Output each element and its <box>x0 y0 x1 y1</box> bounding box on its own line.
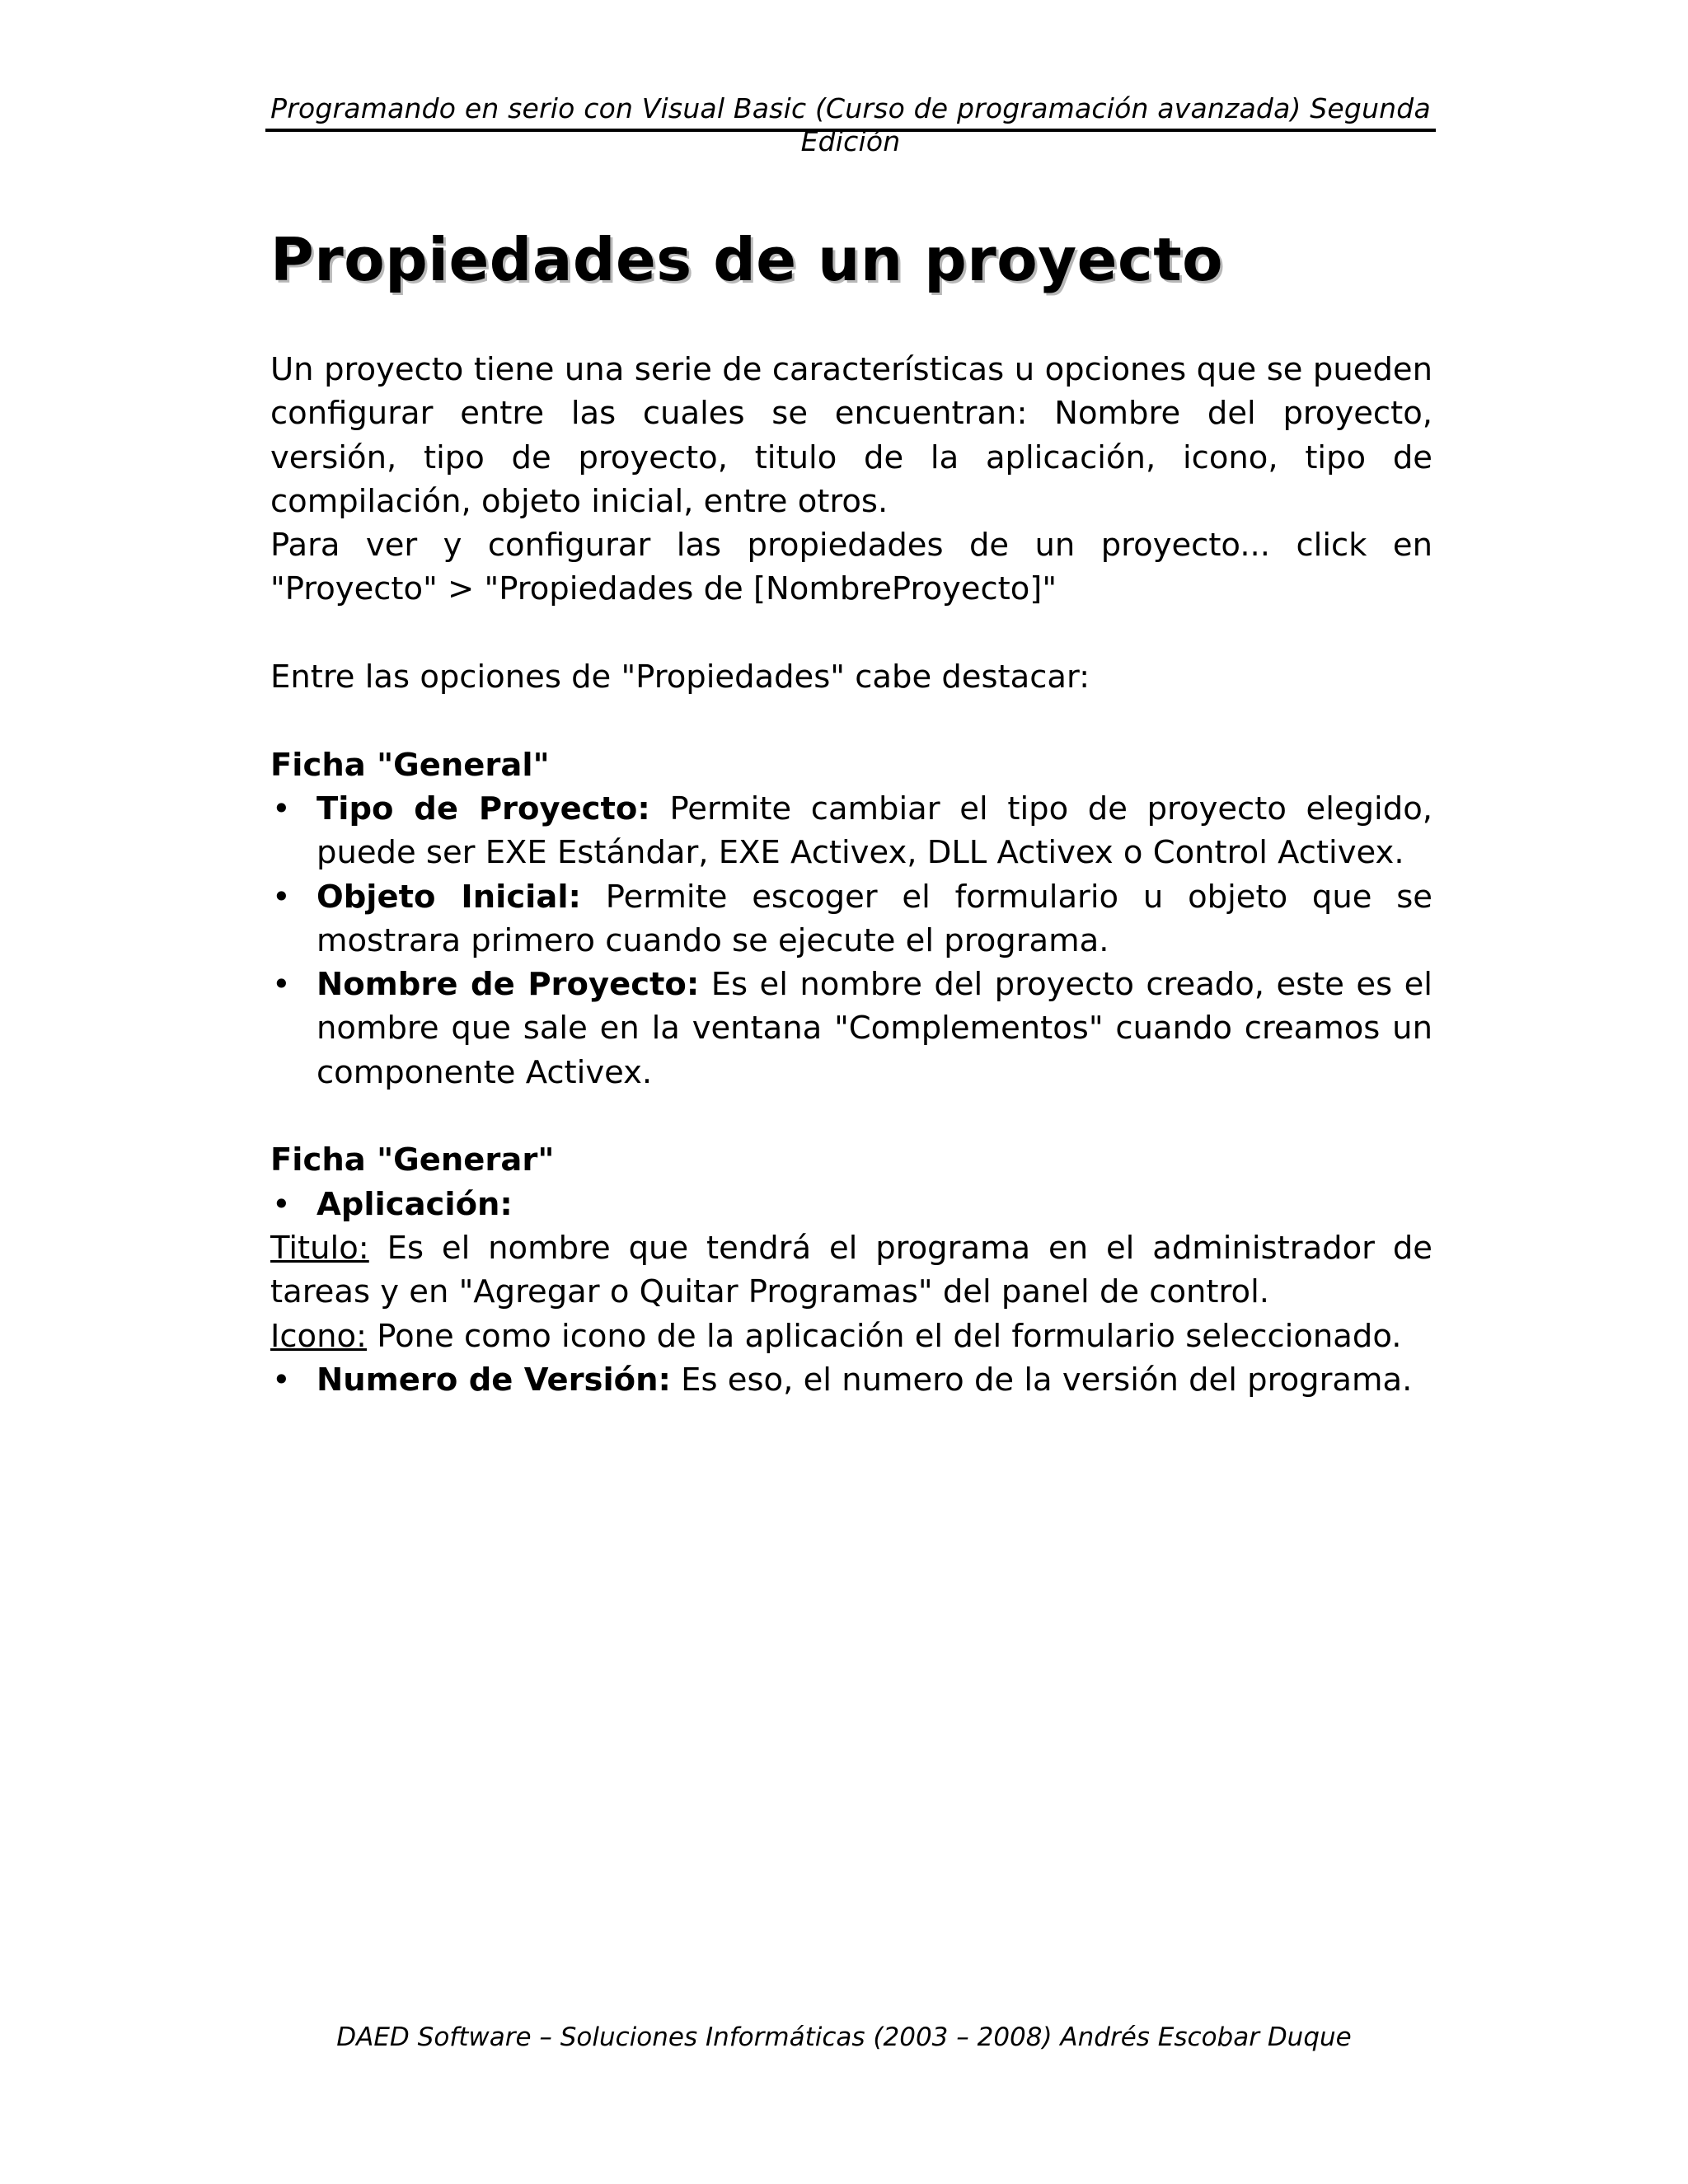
section-heading-generar: Ficha "Generar" <box>270 1141 555 1179</box>
list-item <box>270 963 1432 1094</box>
generar-options-list <box>270 1183 1432 1226</box>
list-item <box>270 1183 1432 1226</box>
section-heading-general: Ficha "General" <box>270 746 550 784</box>
option-description: Permite cambiar el tipo de proyecto elegido, puede ser EXE Estándar, EXE Activex, DLL Activex o Control Activex. <box>316 790 1432 872</box>
option-term: Tipo de Proyecto: <box>316 790 650 827</box>
list-item <box>270 787 1432 875</box>
page-title: Propiedades de un proyecto <box>270 225 1224 294</box>
bullet-icon: • <box>272 878 291 916</box>
bullet-icon: • <box>272 790 291 827</box>
document-body <box>270 348 1432 1402</box>
list-item <box>270 1358 1432 1402</box>
option-term: Nombre de Proyecto: <box>316 966 700 1004</box>
titulo-description: Es el nombre que tendrá el programa en el administrador de tareas y en "Agregar o Quitar Programas" del panel de control. <box>270 1229 1432 1311</box>
page-footer <box>0 2021 1688 2054</box>
options-intro-paragraph: Entre las opciones de "Propiedades" cabe destacar: <box>270 658 1090 696</box>
running-title: Programando en serio con Visual Basic (Curso de programación avanzada) Segunda Edición <box>270 92 1431 157</box>
bullet-icon: • <box>272 1361 291 1399</box>
spacer <box>270 612 1432 655</box>
spacer <box>270 699 1432 743</box>
option-term: Aplicación: <box>316 1185 513 1223</box>
icono-description: Pone como icono de la aplicación el del formulario seleccionado. <box>367 1317 1402 1355</box>
option-description: Permite escoger el formulario u objeto que se mostrara primero cuando se ejecute el programa. <box>316 878 1432 959</box>
bullet-icon: • <box>272 1185 291 1223</box>
icono-paragraph <box>270 1315 1432 1358</box>
option-description: Es eso, el numero de la versión del programa. <box>670 1361 1413 1399</box>
list-item <box>270 875 1432 963</box>
intro-paragraph: Un proyecto tiene una serie de características u opciones que se pueden configurar entre las cuales se encuentran: Nombre del proyecto, versión, tipo de proyecto, titulo de la aplicación, icono, tipo de compilación, objeto inicial, entre otros. <box>270 351 1432 520</box>
icono-label: Icono: <box>270 1317 368 1355</box>
general-options-list <box>270 787 1432 1094</box>
option-term: Objeto Inicial: <box>316 878 581 916</box>
titulo-paragraph <box>270 1226 1432 1315</box>
footer-text: DAED Software – Soluciones Informáticas (2003 – 2008) Andrés Escobar Duque <box>336 2022 1352 2052</box>
instructions-paragraph: Para ver y configurar las propiedades de un proyecto... click en "Proyecto" > "Propiedades de [NombreProyecto]" <box>270 527 1432 608</box>
spacer <box>270 1094 1432 1138</box>
bullet-icon: • <box>272 966 291 1004</box>
option-term: Numero de Versión: <box>316 1361 671 1399</box>
option-description: Es el nombre del proyecto creado, este es el nombre que sale en la ventana "Complementos" cuando creamos un componente Activex. <box>316 966 1433 1091</box>
version-options-list <box>270 1358 1432 1402</box>
titulo-label: Titulo: <box>270 1229 369 1267</box>
page-header <box>265 92 1436 157</box>
